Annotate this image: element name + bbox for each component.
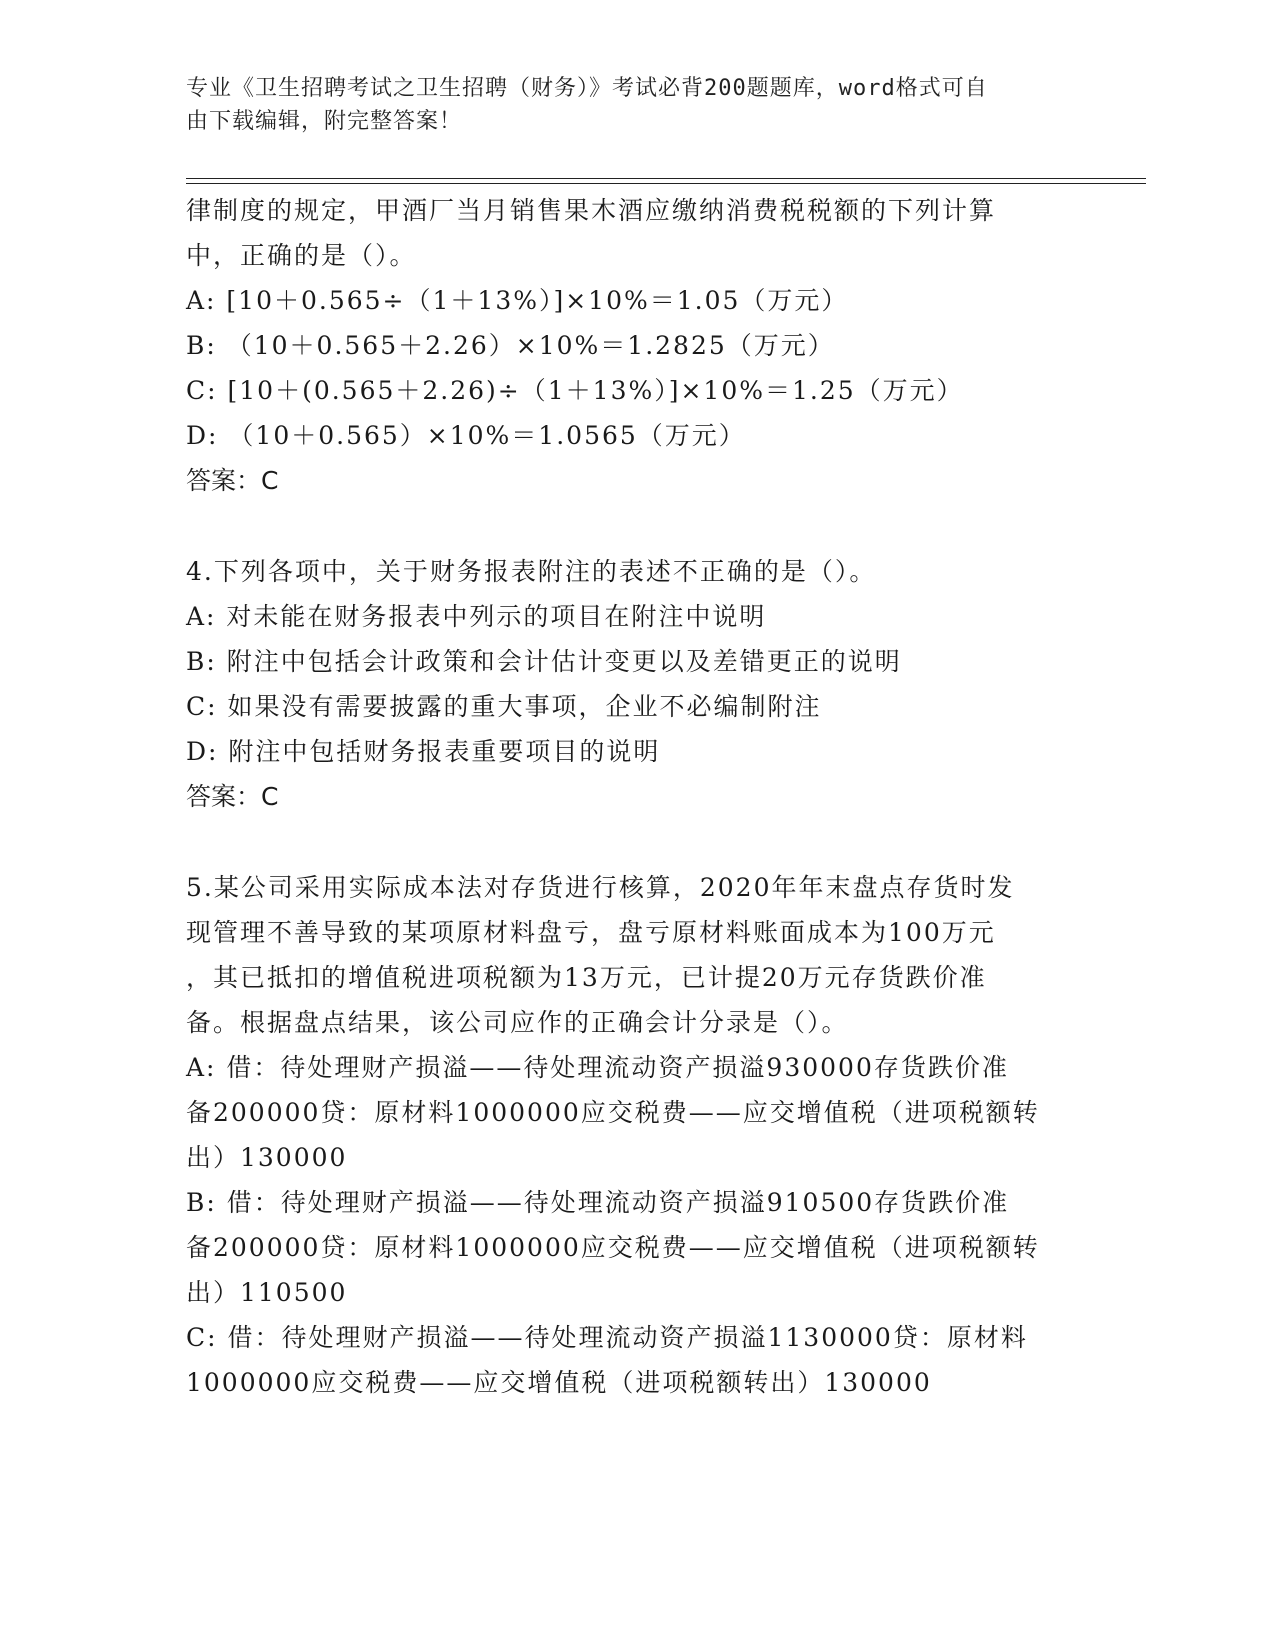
option-a: A: [10＋0.565÷（1＋13%）]×10%＝1.05（万元） <box>186 286 849 315</box>
header-line-1: 专业《卫生招聘考试之卫生招聘（财务）》考试必背200题题库，word格式可自 <box>186 76 988 101</box>
question-5 <box>186 865 1076 1405</box>
option-c: C: 如果没有需要披露的重大事项，企业不必编制附注 <box>186 692 822 721</box>
option-a-line: A: 借：待处理财产损溢——待处理流动资产损溢930000存货跌价准 <box>186 1053 1009 1082</box>
option-c: C: [10＋(0.565＋2.26)÷（1＋13%）]×10%＝1.25（万元） <box>186 376 964 405</box>
question-stem-line: 中，正确的是（）。 <box>186 241 417 270</box>
option-b-line: 出）110500 <box>186 1278 348 1307</box>
option-a-line: 出）130000 <box>186 1143 348 1172</box>
question-4 <box>186 549 1076 819</box>
question-stem-line: ，其已抵扣的增值税进项税额为13万元，已计提20万元存货跌价准 <box>186 963 987 992</box>
document-body <box>186 188 1076 1405</box>
question-stem-line: 备。根据盘点结果，该公司应作的正确会计分录是（）。 <box>186 1008 849 1037</box>
answer-line: 答案：C <box>186 466 279 495</box>
option-c-line: C: 借：待处理财产损溢——待处理流动资产损溢1130000贷：原材料 <box>186 1323 1028 1352</box>
option-c-line: 1000000应交税费——应交增值税（进项税额转出）130000 <box>186 1368 932 1397</box>
option-b-line: 备200000贷：原材料1000000应交税费——应交增值税（进项税额转 <box>186 1233 1040 1262</box>
spacer <box>186 819 1076 865</box>
option-b: B: 附注中包括会计政策和会计估计变更以及差错更正的说明 <box>186 647 902 676</box>
answer-line: 答案：C <box>186 782 279 811</box>
header-line-2: 由下载编辑，附完整答案！ <box>186 109 463 134</box>
question-stem-line: 4.下列各项中，关于财务报表附注的表述不正确的是（）。 <box>186 557 877 586</box>
option-b: B: （10＋0.565＋2.26）×10%＝1.2825（万元） <box>186 331 835 360</box>
option-d: D: （10＋0.565）×10%＝1.0565（万元） <box>186 421 746 450</box>
question-stem-line: 律制度的规定，甲酒厂当月销售果木酒应缴纳消费税税额的下列计算 <box>186 196 997 225</box>
question-3 <box>186 188 1076 503</box>
spacer <box>186 503 1076 549</box>
option-a-line: 备200000贷：原材料1000000应交税费——应交增值税（进项税额转 <box>186 1098 1040 1127</box>
question-stem-line: 5.某公司采用实际成本法对存货进行核算，2020年年末盘点存货时发 <box>186 873 1015 902</box>
option-b-line: B: 借：待处理财产损溢——待处理流动资产损溢910500存货跌价准 <box>186 1188 1010 1217</box>
header-rule-bottom <box>186 183 1146 184</box>
header-rule-top <box>186 178 1146 179</box>
question-stem-line: 现管理不善导致的某项原材料盘亏，盘亏原材料账面成本为100万元 <box>186 918 996 947</box>
option-a: A: 对未能在财务报表中列示的项目在附注中说明 <box>186 602 767 631</box>
document-header <box>186 72 1066 138</box>
option-d: D: 附注中包括财务报表重要项目的说明 <box>186 737 661 766</box>
